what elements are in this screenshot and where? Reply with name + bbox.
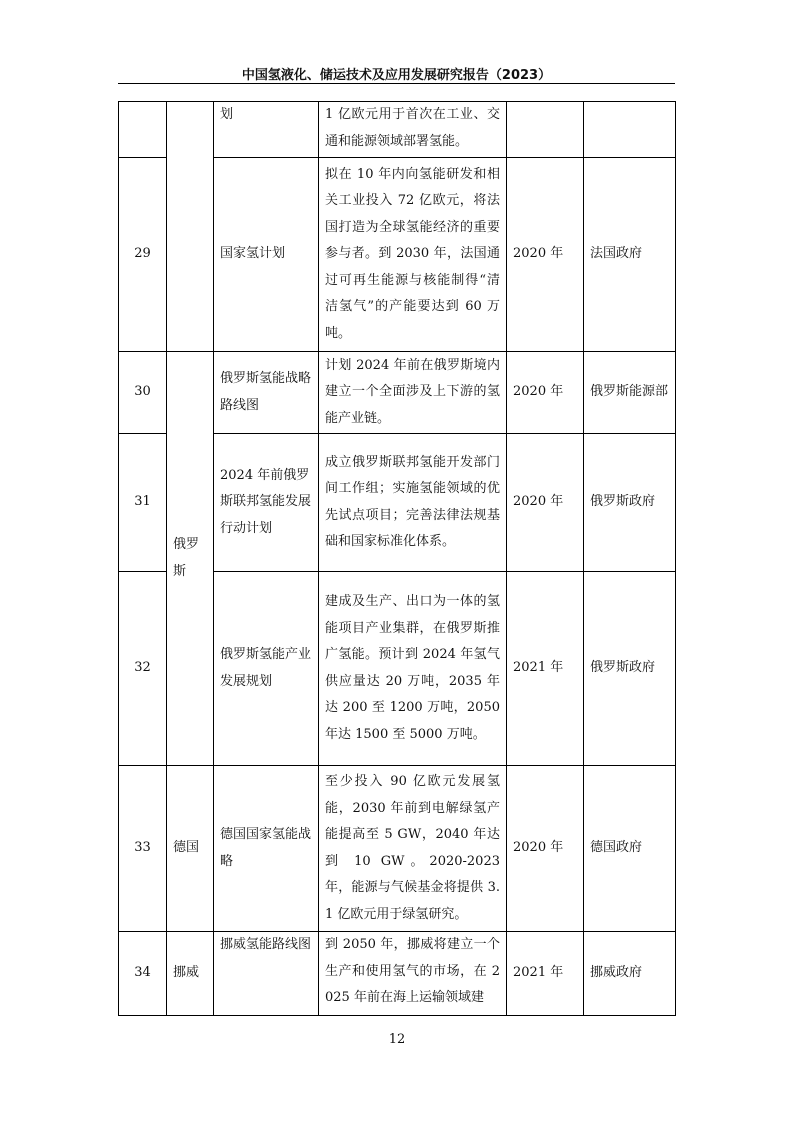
policy-table [118, 101, 676, 1016]
policy-description-cell: 拟在 10 年内向氢能研发和相关工业投入 72 亿欧元，将法国打造为全球氢能经济的重要参与者。到 2030 年，法国通过可再生能源与核能制得“清洁氢气”的产能要达到 60 万吨。 [319, 158, 507, 352]
year-cell [507, 102, 584, 158]
country-cell: 德国 [167, 766, 214, 932]
index-cell: 33 [119, 766, 167, 932]
year-cell: 2020 年 [507, 766, 584, 932]
table-row [119, 932, 676, 1016]
page-number: 12 [388, 1032, 406, 1047]
index-cell: 34 [119, 932, 167, 1016]
policy-name-cell: 德国国家氢能战略 [214, 766, 319, 932]
header-divider [118, 83, 675, 84]
policy-name-cell: 国家氢计划 [214, 158, 319, 352]
index-cell: 30 [119, 352, 167, 434]
issuer-cell: 德国政府 [584, 766, 676, 932]
table-row-continued [119, 102, 676, 158]
year-cell: 2021 年 [507, 572, 584, 766]
table-row [119, 352, 676, 434]
policy-name-cell: 挪威氢能路线图 [214, 932, 319, 1016]
policy-description-cell: 计划 2024 年前在俄罗斯境内建立一个全面涉及上下游的氢能产业链。 [319, 352, 507, 434]
policy-name-cell: 俄罗斯氢能产业发展规划 [214, 572, 319, 766]
index-cell: 29 [119, 158, 167, 352]
index-cell [119, 102, 167, 158]
year-cell: 2020 年 [507, 158, 584, 352]
country-cell: 挪威 [167, 932, 214, 1016]
year-cell: 2021 年 [507, 932, 584, 1016]
table-row [119, 766, 676, 932]
policy-description-cell: 到 2050 年，挪威将建立一个生产和使用氢气的市场，在 2025 年前在海上运输领域建 [319, 932, 507, 1016]
issuer-cell: 挪威政府 [584, 932, 676, 1016]
index-cell: 31 [119, 434, 167, 572]
country-cell [167, 102, 214, 352]
report-header-title: 中国氢液化、储运技术及应用发展研究报告（2023） [241, 68, 552, 83]
policy-description-cell: 建成及生产、出口为一体的氢能项目产业集群，在俄罗斯推广氢能。预计到 2024 年氢气供应量达 20 万吨，2035 年达 200 至 1200 万吨，2050 年达 1500 至 5000 万吨。 [319, 572, 507, 766]
policy-name-cell: 划 [214, 102, 319, 158]
issuer-cell [584, 102, 676, 158]
policy-description-cell: 至少投入 90 亿欧元发展氢能，2030 年前到电解绿氢产能提高至 5 GW，2040 年达到 10 GW。2020-2023 年，能源与气候基金将提供 3.1 亿欧元用于绿氢研究。 [319, 766, 507, 932]
issuer-cell: 俄罗斯政府 [584, 572, 676, 766]
year-cell: 2020 年 [507, 434, 584, 572]
policy-name-cell: 俄罗斯氢能战略路线图 [214, 352, 319, 434]
issuer-cell: 俄罗斯能源部 [584, 352, 676, 434]
policy-description-cell: 1 亿欧元用于首次在工业、交通和能源领域部署氢能。 [319, 102, 507, 158]
policy-name-cell: 2024 年前俄罗斯联邦氢能发展行动计划 [214, 434, 319, 572]
issuer-cell: 法国政府 [584, 158, 676, 352]
country-cell: 俄罗斯 [167, 352, 214, 766]
index-cell: 32 [119, 572, 167, 766]
issuer-cell: 俄罗斯政府 [584, 434, 676, 572]
year-cell: 2020 年 [507, 352, 584, 434]
policy-description-cell: 成立俄罗斯联邦氢能开发部门间工作组；实施氢能领域的优先试点项目；完善法律法规基础和国家标准化体系。 [319, 434, 507, 572]
